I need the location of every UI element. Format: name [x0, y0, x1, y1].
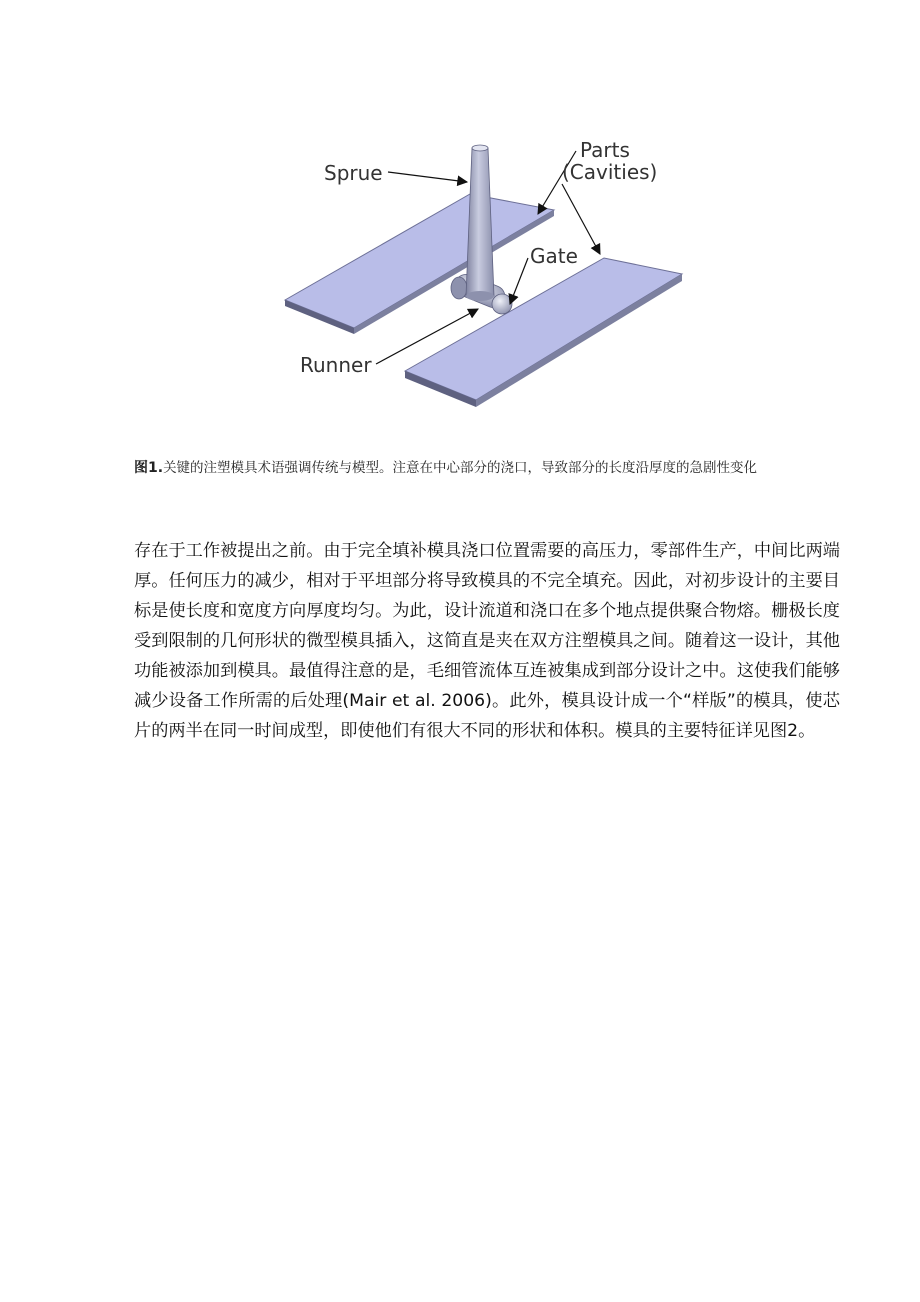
sprue-shape [466, 145, 494, 301]
body-paragraph: 存在于工作被提出之前。由于完全填补模具浇口位置需要的高压力，零部件生产，中间比两端厚。任何压力的减少，相对于平坦部分将导致模具的不完全填充。因此，对初步设计的主要目标是使长度和宽度方向厚度均匀。为此，设计流道和浇口在多个地点提供聚合物熔。栅极长度受到限制的几何形状的微型模具插入，这简直是夹在双方注塑模具之间。随着这一设计，其他功能被添加到模具。最值得注意的是，毛细管流体互连被集成到部分设计之中。这使我们能够减少设备工作所需的后处理(Mair et al. 2006)。此外，模具设计成一个“样版”的模具，使芯片的两半在同一时间成型，即使他们有很大不同的形状和体积。模具的主要特征详见图2。 [134, 541, 840, 741]
parts-label-line2: (Cavities) [562, 160, 658, 184]
figure-caption [134, 454, 834, 482]
figure-number: 图1. [134, 460, 164, 476]
runner-label: Runner [300, 353, 372, 377]
sprue-label: Sprue [324, 161, 383, 185]
parts-label-line1: Parts [580, 138, 630, 162]
sprue-leader-arrow [388, 172, 467, 182]
gate-leader-arrow [510, 258, 528, 304]
caption-text: 关键的注塑模具术语强调传统与模型。注意在中心部分的浇口，导致部分的长度沿厚度的急剧性变化 [163, 460, 758, 476]
gate-label: Gate [530, 244, 578, 268]
right-cavity-plate [405, 258, 682, 407]
mold-figure [270, 128, 700, 416]
mold-diagram [270, 128, 700, 416]
